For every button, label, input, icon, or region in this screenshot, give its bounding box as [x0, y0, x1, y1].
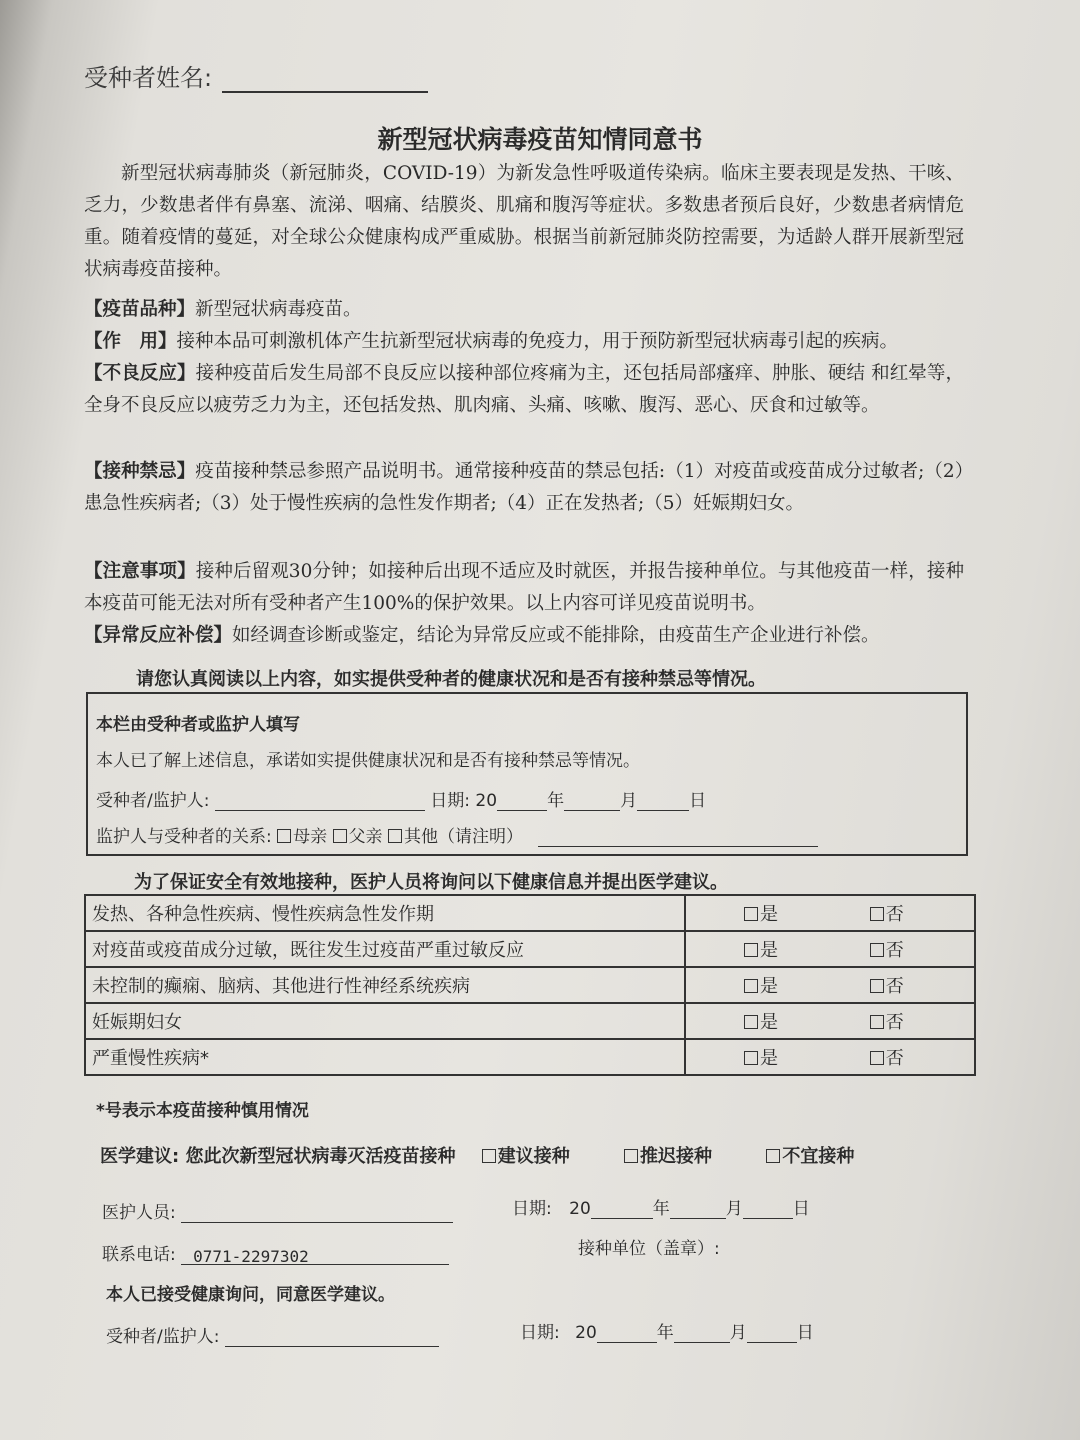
question-text: 对疫苗或疫苗成分过敏，既往发生过疫苗严重过敏反应 — [85, 931, 685, 967]
table-row — [85, 1039, 975, 1075]
checkbox-no[interactable] — [870, 907, 884, 921]
signer-blank[interactable] — [225, 1328, 439, 1347]
checkbox-postpone[interactable] — [624, 1149, 638, 1163]
year-blank[interactable] — [497, 792, 547, 811]
relation-label: 监护人与受种者的关系: — [96, 827, 272, 847]
month-unit: 月 — [620, 791, 638, 811]
checkbox-yes[interactable] — [744, 907, 758, 921]
answer-cell — [685, 895, 975, 931]
section-effect — [84, 326, 964, 358]
advice-label: 医学建议: — [100, 1146, 180, 1167]
advice-option-not-suitable: 不宜接种 — [782, 1146, 855, 1167]
yes-label: 是 — [760, 976, 778, 997]
table-row — [85, 931, 975, 967]
checkbox-recommend[interactable] — [482, 1149, 496, 1163]
phone-row — [102, 1240, 449, 1265]
guardian-sign-row — [96, 786, 706, 811]
section-text: 接种疫苗后发生局部不良反应以接种部位疼痛为主，还包括局部瘙痒、肿胀、硬结 和红晕等，全身不良反应以疲劳乏力为主，还包括发热、肌肉痛、头痛、咳嗽、腹泻、恶心、厌食和过敏等。 — [84, 363, 964, 416]
no-label: 否 — [885, 976, 904, 997]
section-label: 【注意事项】 — [84, 561, 196, 582]
date-label: 日期: — [430, 791, 471, 811]
checkbox-no[interactable] — [870, 1015, 884, 1029]
staff-date-row — [512, 1194, 810, 1219]
phone-value: 0771-2297302 — [181, 1247, 449, 1265]
section-label: 【异常反应补偿】 — [84, 625, 233, 646]
relation-option-mother: 母亲 — [293, 827, 328, 847]
day-blank[interactable] — [637, 792, 689, 811]
day-blank[interactable] — [743, 1200, 793, 1219]
footnote: *号表示本疫苗接种慎用情况 — [96, 1101, 309, 1121]
answer-cell — [685, 967, 975, 1003]
section-text: 接种后留观30分钟；如接种后出现不适应及时就医，并报告接种单位。与其他疫苗一样，接种本疫苗可能无法对所有受种者产生100%的保护效果。以上内容可详见疫苗说明书。 — [84, 561, 964, 614]
recipient-name-blank[interactable] — [222, 69, 428, 93]
section-label: 【不良反应】 — [84, 363, 196, 384]
month-blank[interactable] — [564, 792, 620, 811]
vaccination-unit-label: 接种单位（盖章）: — [578, 1239, 720, 1259]
section-contraindications — [84, 456, 964, 520]
table-row — [85, 967, 975, 1003]
year-unit: 年 — [547, 791, 565, 811]
month-unit: 月 — [729, 1323, 747, 1343]
staff-label: 医护人员: — [102, 1203, 176, 1223]
checkbox-father[interactable] — [333, 829, 347, 843]
form-title: 新型冠状病毒疫苗知情同意书 — [377, 125, 703, 154]
checkbox-mother[interactable] — [277, 829, 291, 843]
table-row — [85, 895, 975, 931]
month-blank[interactable] — [670, 1200, 726, 1219]
staff-blank[interactable] — [181, 1204, 453, 1223]
section-text: 新型冠状病毒疫苗。 — [195, 299, 362, 320]
day-unit: 日 — [792, 1199, 810, 1219]
read-notice: 请您认真阅读以上内容，如实提供受种者的健康状况和是否有接种禁忌等情况。 — [136, 669, 766, 690]
advice-option-recommend: 建议接种 — [497, 1146, 570, 1167]
advice-text: 您此次新型冠状病毒灭活疫苗接种 — [185, 1146, 456, 1167]
medical-advice-row — [100, 1142, 854, 1168]
section-vaccine-type — [84, 294, 964, 326]
advice-option-postpone: 推迟接种 — [640, 1146, 713, 1167]
signer-blank[interactable] — [215, 792, 425, 811]
consent-date-row — [520, 1318, 814, 1343]
checkbox-yes[interactable] — [744, 1051, 758, 1065]
box-heading: 本栏由受种者或监护人填写 — [96, 715, 300, 735]
question-text: 妊娠期妇女 — [85, 1003, 685, 1039]
no-label: 否 — [885, 1048, 904, 1069]
section-label: 【作 用】 — [84, 331, 177, 352]
year-prefix: 20 — [575, 1323, 597, 1343]
question-text: 严重慢性疾病* — [85, 1039, 685, 1075]
section-precautions — [84, 556, 964, 620]
month-blank[interactable] — [674, 1324, 730, 1343]
relation-option-other: 其他（请注明） — [403, 827, 523, 847]
checkbox-yes[interactable] — [744, 979, 758, 993]
no-label: 否 — [885, 904, 904, 925]
question-text: 发热、各种急性疾病、慢性疾病急性发作期 — [85, 895, 685, 931]
yes-label: 是 — [760, 940, 778, 961]
section-text: 接种本品可刺激机体产生抗新型冠状病毒的免疫力，用于预防新型冠状病毒引起的疾病。 — [176, 331, 899, 352]
staff-sign-row — [102, 1198, 453, 1223]
date-label: 日期: — [512, 1199, 552, 1219]
yes-label: 是 — [760, 904, 778, 925]
table-row — [85, 1003, 975, 1039]
checkbox-yes[interactable] — [744, 943, 758, 957]
recipient-name-label: 受种者姓名: — [84, 64, 213, 92]
checkbox-other[interactable] — [388, 829, 402, 843]
day-unit: 日 — [796, 1323, 814, 1343]
no-label: 否 — [885, 1012, 904, 1033]
intro-paragraph: 新型冠状病毒肺炎（新冠肺炎，COVID-19）为新发急性呼吸道传染病。临床主要表现是发热、干咳、乏力，少数患者伴有鼻塞、流涕、咽痛、结膜炎、肌痛和腹泻等症状。多数患者预后良好，少数患者病情危重。随着疫情的蔓延，对全球公众健康构成严重威胁。根据当前新冠肺炎防控需要，为适龄人群开展新型冠状病毒疫苗接种。 — [84, 163, 964, 280]
consent-sign-row — [106, 1322, 439, 1347]
month-unit: 月 — [725, 1199, 743, 1219]
answer-cell — [685, 1039, 975, 1075]
section-text: 如经调查诊断或鉴定，结论为异常反应或不能排除，由疫苗生产企业进行补偿。 — [232, 625, 880, 646]
answer-cell — [685, 931, 975, 967]
no-label: 否 — [885, 940, 904, 961]
question-text: 未控制的癫痫、脑病、其他进行性神经系统疾病 — [85, 967, 685, 1003]
year-prefix: 20 — [569, 1199, 591, 1219]
year-unit: 年 — [656, 1323, 674, 1343]
year-prefix: 20 — [475, 791, 498, 811]
checkbox-no[interactable] — [870, 943, 884, 957]
year-blank[interactable] — [591, 1200, 653, 1219]
year-unit: 年 — [652, 1199, 670, 1219]
section-label: 【接种禁忌】 — [84, 461, 196, 482]
relation-row — [96, 822, 818, 847]
relation-option-father: 父亲 — [348, 827, 383, 847]
guardian-fill-box — [86, 692, 968, 856]
year-blank[interactable] — [597, 1324, 657, 1343]
relation-other-blank[interactable] — [538, 828, 818, 847]
day-unit: 日 — [689, 791, 707, 811]
checkbox-not-suitable[interactable] — [766, 1149, 780, 1163]
answer-cell — [685, 1003, 975, 1039]
health-intro: 为了保证安全有效地接种，医护人员将询问以下健康信息并提出医学建议。 — [134, 872, 728, 893]
box-statement: 本人已了解上述信息，承诺如实提供健康状况和是否有接种禁忌等情况。 — [96, 751, 640, 771]
date-label: 日期: — [520, 1323, 560, 1343]
section-compensation — [84, 620, 964, 652]
health-questions-table — [84, 894, 976, 1076]
consent-statement: 本人已接受健康询问，同意医学建议。 — [106, 1285, 395, 1305]
checkbox-no[interactable] — [870, 1051, 884, 1065]
section-label: 【疫苗品种】 — [84, 299, 196, 320]
signer-label: 受种者/监护人: — [106, 1327, 220, 1347]
yes-label: 是 — [760, 1012, 778, 1033]
yes-label: 是 — [760, 1048, 778, 1069]
recipient-name-field — [84, 58, 428, 93]
checkbox-yes[interactable] — [744, 1015, 758, 1029]
checkbox-no[interactable] — [870, 979, 884, 993]
section-text: 疫苗接种禁忌参照产品说明书。通常接种疫苗的禁忌包括:（1）对疫苗或疫苗成分过敏者;（2）患急性疾病者;（3）处于慢性疾病的急性发作期者;（4）正在发热者;（5）妊娠期妇女。 — [84, 461, 964, 514]
day-blank[interactable] — [747, 1324, 797, 1343]
signer-label: 受种者/监护人: — [96, 791, 210, 811]
section-adverse-reactions — [84, 358, 964, 422]
phone-label: 联系电话: — [102, 1245, 176, 1265]
